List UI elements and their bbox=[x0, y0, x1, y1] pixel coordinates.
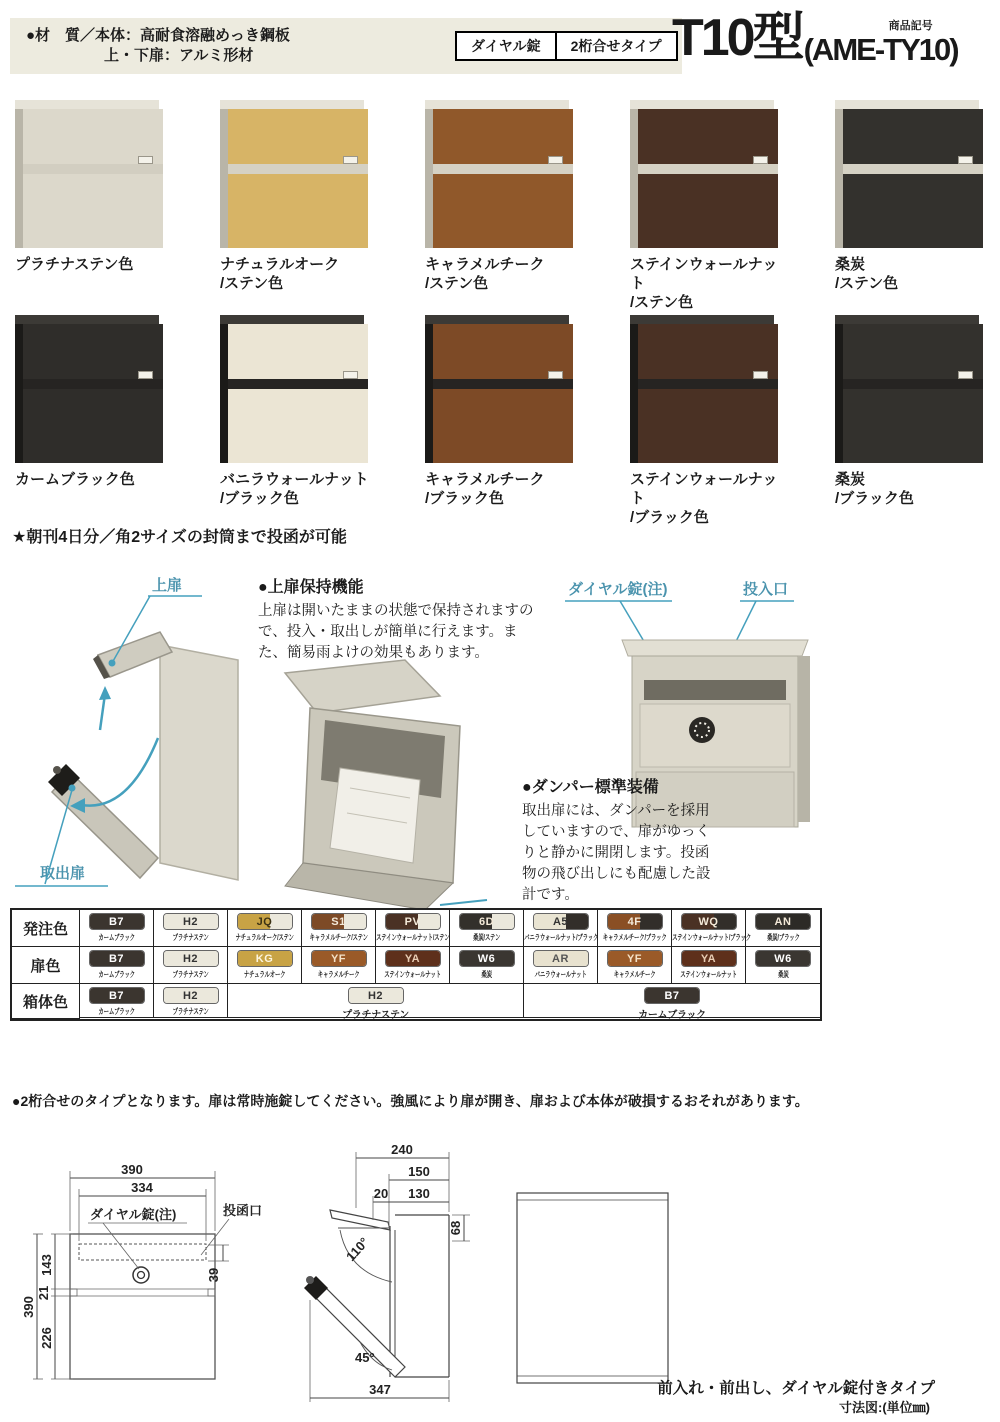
dim-inner-width: 334 bbox=[131, 1180, 153, 1195]
dim-20: 20 bbox=[373, 1186, 389, 1201]
color-cell bbox=[228, 947, 302, 984]
lower-door bbox=[843, 174, 983, 248]
dim-width: 390 bbox=[121, 1162, 143, 1177]
color-cell bbox=[524, 947, 598, 984]
lip-end bbox=[208, 1289, 215, 1296]
color-name: 桑炭/ブラック bbox=[766, 933, 800, 942]
color-cell bbox=[450, 947, 524, 984]
mailbox-image bbox=[630, 315, 778, 463]
swatch-label-line1: 桑炭 bbox=[835, 471, 866, 488]
feature-body: 上扉は開いたままの状態で保持されますので、投入・取出しが簡単に行えます。また、簡易雨よけの効果もあります。 bbox=[258, 603, 534, 661]
lower-door bbox=[23, 389, 163, 463]
dim-open-width: 347 bbox=[369, 1382, 391, 1397]
color-cell bbox=[598, 910, 672, 947]
side-dimension-drawing bbox=[300, 1140, 500, 1422]
badge-two-digit: 2桁合せタイプ bbox=[555, 33, 676, 59]
color-cell-merged bbox=[524, 984, 820, 1021]
mailbox-image bbox=[835, 100, 983, 248]
door-handle bbox=[343, 371, 358, 379]
color-cell bbox=[450, 910, 524, 947]
mailbox-top-face bbox=[425, 100, 569, 109]
swatch-label-line2: /ステン色 bbox=[630, 294, 694, 311]
caution-note: ●2桁合せのタイプとなります。扉は常時施錠してください。強風により扉が開き、扉および本体が破損するおそれがあります。 bbox=[12, 1093, 809, 1109]
body-lip bbox=[23, 164, 163, 174]
top-cap bbox=[622, 640, 808, 656]
material-text bbox=[26, 26, 290, 66]
door-handle bbox=[138, 371, 153, 379]
door-swap-illustration bbox=[10, 560, 260, 908]
mailbox-front bbox=[228, 324, 368, 463]
swatch-label-line2: /ブラック色 bbox=[835, 490, 914, 507]
color-chip bbox=[163, 950, 219, 967]
color-code: H2 bbox=[182, 952, 199, 965]
mailbox-front bbox=[843, 109, 983, 248]
color-name: カームブラック bbox=[98, 1007, 135, 1016]
color-chip bbox=[89, 913, 145, 930]
color-name: 桑炭/ステン bbox=[472, 933, 501, 942]
lower-door bbox=[433, 389, 573, 463]
rear-outline bbox=[517, 1193, 668, 1383]
dim-total-height: 390 bbox=[21, 1296, 36, 1318]
material-line1: ●材 質／本体：高耐食溶融めっき鋼板 bbox=[26, 27, 290, 44]
swatch-caramel-teak-stain bbox=[425, 100, 585, 293]
upper-door bbox=[228, 109, 368, 164]
color-chip bbox=[311, 913, 367, 930]
swatch-label-line1: ステインウォールナット bbox=[630, 471, 778, 507]
color-chip bbox=[644, 987, 700, 1004]
body-lip bbox=[433, 379, 573, 389]
body-lip bbox=[843, 379, 983, 389]
swatch-label-line1: カームブラック色 bbox=[15, 471, 135, 488]
color-name: ステインウォールナット/ブラック bbox=[672, 933, 751, 942]
dim-depth: 240 bbox=[391, 1142, 413, 1157]
swatch-label-line1: バニラウォールナット bbox=[220, 471, 369, 488]
color-table bbox=[10, 908, 822, 1021]
mailbox-side-face bbox=[630, 109, 638, 248]
color-cell bbox=[524, 910, 598, 947]
swatch-label bbox=[630, 255, 790, 312]
mailbox-side-face bbox=[630, 324, 638, 463]
color-name: 桑炭 bbox=[481, 970, 492, 979]
pickup-door-label: 取出扉 bbox=[40, 865, 86, 882]
dim-top-height: 143 bbox=[39, 1254, 54, 1276]
material-bar bbox=[10, 18, 682, 74]
swatch-vanilla-walnut-black bbox=[220, 315, 380, 508]
door-handle bbox=[343, 156, 358, 164]
color-name: ナチュラルオーク/ステン bbox=[235, 933, 294, 942]
color-cell bbox=[302, 947, 376, 984]
upper-door bbox=[638, 109, 778, 164]
dial-outer bbox=[133, 1267, 149, 1283]
upper-door bbox=[228, 324, 368, 379]
swatch-stain-walnut-black bbox=[630, 315, 790, 527]
product-code-label: 商品記号 bbox=[888, 20, 933, 32]
swatch-label-line1: キャラメルチーク bbox=[425, 471, 545, 488]
mailbox-side-face bbox=[220, 324, 228, 463]
door-handle bbox=[753, 371, 768, 379]
color-chip bbox=[385, 950, 441, 967]
dim-slot-offset: 39 bbox=[206, 1267, 221, 1283]
leader-line bbox=[103, 1223, 139, 1269]
swatch-label bbox=[835, 255, 995, 293]
color-name: プラチナステン bbox=[172, 970, 209, 979]
upper-door bbox=[638, 324, 778, 379]
mailbox-image bbox=[15, 100, 163, 248]
mailbox-side-face bbox=[15, 324, 23, 463]
swatch-label-line1: プラチナステン色 bbox=[15, 256, 134, 273]
swatch-label-line1: ステインウォールナット bbox=[630, 256, 778, 292]
color-code: B7 bbox=[108, 915, 125, 928]
swatch-label bbox=[15, 470, 175, 489]
front-dimension-drawing bbox=[15, 1145, 315, 1415]
door-plate bbox=[640, 704, 790, 767]
material-line2: 上・下扉：アルミ形材 bbox=[104, 47, 254, 64]
rear-view-drawing bbox=[505, 1185, 680, 1390]
color-chip bbox=[311, 950, 367, 967]
color-chip bbox=[385, 913, 441, 930]
mailbox-top-face bbox=[835, 100, 979, 109]
color-code: 6D bbox=[478, 915, 495, 928]
box-outline bbox=[70, 1234, 215, 1379]
swatch-label bbox=[835, 470, 995, 508]
color-code: B7 bbox=[108, 989, 125, 1002]
mailbox-top-face bbox=[220, 100, 364, 109]
color-name: カームブラック bbox=[98, 970, 135, 979]
mailbox-front bbox=[433, 109, 573, 248]
swatch-label-line2: /ステン色 bbox=[835, 275, 899, 292]
upper-door bbox=[843, 109, 983, 164]
angle-top: 110° bbox=[343, 1234, 372, 1265]
color-chip bbox=[533, 913, 589, 930]
type-badges bbox=[455, 31, 678, 61]
mailbox-top-face bbox=[15, 315, 159, 324]
upper-door bbox=[843, 324, 983, 379]
mailbox-front bbox=[638, 109, 778, 248]
color-code: S1 bbox=[331, 915, 346, 928]
mailbox-front bbox=[23, 324, 163, 463]
color-chip bbox=[237, 913, 293, 930]
mailbox-top-face bbox=[630, 315, 774, 324]
swatch-charcoal-stain bbox=[835, 100, 995, 293]
mailbox-top-face bbox=[220, 315, 364, 324]
lower-door bbox=[638, 174, 778, 248]
color-chip bbox=[607, 950, 663, 967]
swatch-calm-black bbox=[15, 315, 175, 489]
color-code: WQ bbox=[698, 915, 719, 928]
slot-label: 投函口 bbox=[223, 1203, 263, 1218]
body-lip bbox=[638, 379, 778, 389]
hinge-knob bbox=[53, 766, 61, 774]
swatch-label-line1: キャラメルチーク bbox=[425, 256, 545, 273]
color-cell bbox=[80, 910, 154, 947]
open-mailbox-drawing bbox=[48, 632, 238, 880]
color-code: W6 bbox=[774, 952, 792, 965]
dial-lock-label: ダイヤル錠(注) bbox=[568, 581, 668, 598]
color-chip bbox=[237, 950, 293, 967]
lower-door bbox=[433, 174, 573, 248]
color-name: ステインウォールナット bbox=[384, 970, 441, 979]
color-cell bbox=[672, 910, 751, 947]
color-code: A5 bbox=[552, 915, 569, 928]
product-title-main: T10型 bbox=[672, 9, 802, 67]
color-name: ステインウォールナット/ステン bbox=[376, 933, 450, 942]
color-name: キャラメルチーク bbox=[613, 970, 656, 979]
held-open-lid bbox=[285, 660, 440, 713]
dim-bottom-height: 226 bbox=[39, 1327, 54, 1349]
mailbox-side-face bbox=[425, 324, 433, 463]
color-name: プラチナステン bbox=[342, 1010, 409, 1021]
color-code: W6 bbox=[477, 952, 496, 965]
top-door-label: 上扉 bbox=[152, 577, 183, 594]
color-chip bbox=[459, 950, 515, 967]
swatch-label-line1: ナチュラルオーク bbox=[220, 256, 340, 273]
row-label-order-color: 発注色 bbox=[12, 910, 80, 947]
door-handle bbox=[753, 156, 768, 164]
color-chip bbox=[607, 913, 663, 930]
feature-diagrams bbox=[0, 560, 1000, 908]
dial-inner bbox=[138, 1272, 145, 1279]
door-handle bbox=[138, 156, 153, 164]
color-name: カームブラック bbox=[638, 1010, 706, 1021]
leader-dot bbox=[69, 785, 76, 792]
angle-bottom: 45° bbox=[355, 1350, 375, 1365]
upper-door bbox=[433, 109, 573, 164]
front-dimensions bbox=[21, 1162, 262, 1379]
side-face bbox=[798, 656, 810, 822]
body-lip bbox=[433, 164, 573, 174]
color-cell bbox=[80, 947, 154, 984]
color-cell bbox=[746, 947, 820, 984]
color-name: ナチュラルオーク bbox=[243, 970, 286, 979]
body-lip bbox=[23, 379, 163, 389]
swatch-platinum-stain bbox=[15, 100, 175, 274]
color-code: AN bbox=[774, 915, 792, 928]
swatch-label-line2: /ブラック色 bbox=[630, 509, 709, 526]
row-label-box-color: 箱体色 bbox=[12, 984, 80, 1019]
color-chip bbox=[89, 987, 145, 1004]
slot-dashed bbox=[79, 1244, 206, 1260]
swatch-natural-oak-stain bbox=[220, 100, 380, 293]
lower-door bbox=[228, 174, 368, 248]
swatch-label bbox=[220, 255, 380, 293]
mailbox-front bbox=[638, 324, 778, 463]
mailbox-image bbox=[630, 100, 778, 248]
color-chip bbox=[89, 950, 145, 967]
swatch-label-line2: /ステン色 bbox=[425, 275, 489, 292]
mailbox-side-face bbox=[15, 109, 23, 248]
mailbox-front bbox=[228, 109, 368, 248]
top-door-feature-text bbox=[258, 574, 534, 664]
swatch-stain-walnut-stain bbox=[630, 100, 790, 312]
mailbox-top-face bbox=[835, 315, 979, 324]
color-name: バニラウォールナット/ブラック bbox=[524, 933, 599, 942]
color-chip bbox=[681, 950, 737, 967]
color-name: ステインウォールナット bbox=[680, 970, 737, 979]
mailbox-side-face bbox=[835, 109, 843, 248]
swatch-caramel-teak-black bbox=[425, 315, 585, 508]
color-code: H2 bbox=[367, 989, 384, 1002]
mailbox-side-face bbox=[425, 109, 433, 248]
color-name: 桑炭 bbox=[777, 970, 789, 979]
color-cell bbox=[154, 984, 228, 1018]
color-cell bbox=[228, 910, 302, 947]
color-name: キャラメルチーク bbox=[317, 970, 360, 979]
swatch-label bbox=[630, 470, 790, 527]
color-name: バニラウォールナット bbox=[534, 970, 587, 979]
door-handle bbox=[958, 371, 973, 379]
side-view bbox=[304, 1210, 449, 1377]
dim-lip-height: 21 bbox=[36, 1285, 51, 1301]
body-lip bbox=[843, 164, 983, 174]
up-arrow-head bbox=[99, 686, 111, 700]
color-code: 4F bbox=[627, 915, 642, 928]
mailbox-front bbox=[843, 324, 983, 463]
color-code: KG bbox=[255, 952, 274, 965]
door-handle bbox=[958, 156, 973, 164]
mailbox-top-face bbox=[15, 100, 159, 109]
color-chip bbox=[681, 913, 737, 930]
color-cell bbox=[376, 947, 450, 984]
dial-lock bbox=[689, 717, 715, 743]
dim-150: 150 bbox=[408, 1164, 430, 1179]
mailbox-top-face bbox=[630, 100, 774, 109]
lower-door bbox=[638, 389, 778, 463]
open-box-illustration bbox=[255, 658, 500, 908]
leader-dot bbox=[109, 660, 116, 667]
swatch-label-line1: 桑炭 bbox=[835, 256, 866, 273]
dimension-caption: 前入れ・前出し、ダイヤル錠付きタイプ bbox=[657, 1380, 935, 1397]
mailbox-image bbox=[220, 315, 368, 463]
color-cell bbox=[154, 910, 228, 947]
color-chip bbox=[755, 913, 811, 930]
open-lid bbox=[330, 1210, 390, 1230]
feature-title: ●上扉保持機能 bbox=[258, 579, 364, 596]
swatch-label-line2: /ブラック色 bbox=[425, 490, 504, 507]
color-cell bbox=[80, 984, 154, 1018]
swatch-label bbox=[220, 470, 380, 508]
mailbox-side-face bbox=[835, 324, 843, 463]
newspaper bbox=[330, 768, 420, 863]
lower-door bbox=[23, 174, 163, 248]
color-code: PV bbox=[404, 915, 421, 928]
color-code: YA bbox=[700, 952, 717, 965]
upper-door bbox=[23, 109, 163, 164]
color-cell-merged bbox=[228, 984, 524, 1021]
lower-door bbox=[843, 389, 983, 463]
color-cell bbox=[302, 910, 376, 947]
color-chip bbox=[755, 950, 811, 967]
body-lip bbox=[638, 164, 778, 174]
mailbox-image bbox=[15, 315, 163, 463]
dim-130: 130 bbox=[408, 1186, 430, 1201]
color-chip bbox=[163, 913, 219, 930]
swatch-label bbox=[425, 255, 585, 293]
mailbox-front bbox=[433, 324, 573, 463]
body-lip bbox=[228, 379, 368, 389]
slot-label: 投入口 bbox=[743, 581, 789, 598]
dimension-unit-note: 寸法図:(単位㎜) bbox=[839, 1400, 930, 1415]
door-handle bbox=[548, 156, 563, 164]
feature-title: ●ダンパー標準装備 bbox=[522, 779, 659, 796]
product-code-block bbox=[804, 17, 958, 66]
lip-end bbox=[70, 1289, 77, 1296]
color-code: JQ bbox=[256, 915, 273, 928]
color-cell bbox=[376, 910, 450, 947]
row-label-door-color: 扉色 bbox=[12, 947, 80, 984]
color-code: AR bbox=[552, 952, 569, 965]
color-cell bbox=[746, 910, 820, 947]
lower-door bbox=[228, 389, 368, 463]
color-cell bbox=[598, 947, 672, 984]
mailbox-image bbox=[425, 100, 573, 248]
color-chip bbox=[533, 950, 589, 967]
upper-door bbox=[23, 324, 163, 379]
color-code: YA bbox=[404, 952, 421, 965]
feature-headline: ★朝刊4日分／角2サイズの封筒まで投函が可能 bbox=[12, 529, 347, 546]
swatch-label-line2: /ステン色 bbox=[220, 275, 284, 292]
color-code: H2 bbox=[182, 915, 199, 928]
mailbox-side-face bbox=[220, 109, 228, 248]
mailbox-image bbox=[220, 100, 368, 248]
product-code: (AME-TY10) bbox=[803, 32, 958, 67]
mailbox-image bbox=[835, 315, 983, 463]
swatch-charcoal-black bbox=[835, 315, 995, 508]
mailbox-front bbox=[23, 109, 163, 248]
front-view bbox=[70, 1234, 215, 1379]
color-code: B7 bbox=[664, 989, 680, 1002]
color-chip bbox=[459, 913, 515, 930]
badge-dial-lock: ダイヤル錠 bbox=[471, 38, 541, 54]
swatch-label bbox=[15, 255, 175, 274]
color-name: キャラメルチーク/ブラック bbox=[602, 933, 667, 942]
color-chip bbox=[348, 987, 404, 1004]
door-handle bbox=[548, 371, 563, 379]
upper-door bbox=[433, 324, 573, 379]
hinge-knob bbox=[306, 1276, 314, 1284]
damper-leader-line bbox=[440, 900, 487, 905]
door-panel bbox=[160, 645, 238, 880]
color-chip bbox=[163, 987, 219, 1004]
mailbox-top-face bbox=[425, 315, 569, 324]
color-name: プラチナステン bbox=[172, 933, 209, 942]
color-name: プラチナステン bbox=[172, 1007, 209, 1016]
swatch-label-line2: /ブラック色 bbox=[220, 490, 299, 507]
color-code: H2 bbox=[182, 989, 199, 1002]
mailbox-image bbox=[425, 315, 573, 463]
color-name: カームブラック bbox=[98, 933, 135, 942]
dial-label: ダイヤル錠(注) bbox=[90, 1207, 177, 1222]
feature-body: 取出扉には、ダンパーを採用していますので、扉がゆっくりと静かに開閉します。投函物の飛び出しにも配慮した設計です。 bbox=[522, 803, 711, 903]
product-title bbox=[672, 10, 998, 66]
damper-feature-text bbox=[522, 774, 718, 906]
color-code: YF bbox=[330, 952, 347, 965]
swatch-label bbox=[425, 470, 585, 508]
dim-68: 68 bbox=[448, 1220, 463, 1236]
body-lip bbox=[228, 164, 368, 174]
color-name: キャラメルチーク/ステン bbox=[309, 933, 368, 942]
color-code: B7 bbox=[108, 952, 125, 965]
color-code: YF bbox=[626, 952, 643, 965]
color-cell bbox=[672, 947, 746, 984]
color-cell bbox=[154, 947, 228, 984]
mail-slot bbox=[644, 680, 786, 700]
